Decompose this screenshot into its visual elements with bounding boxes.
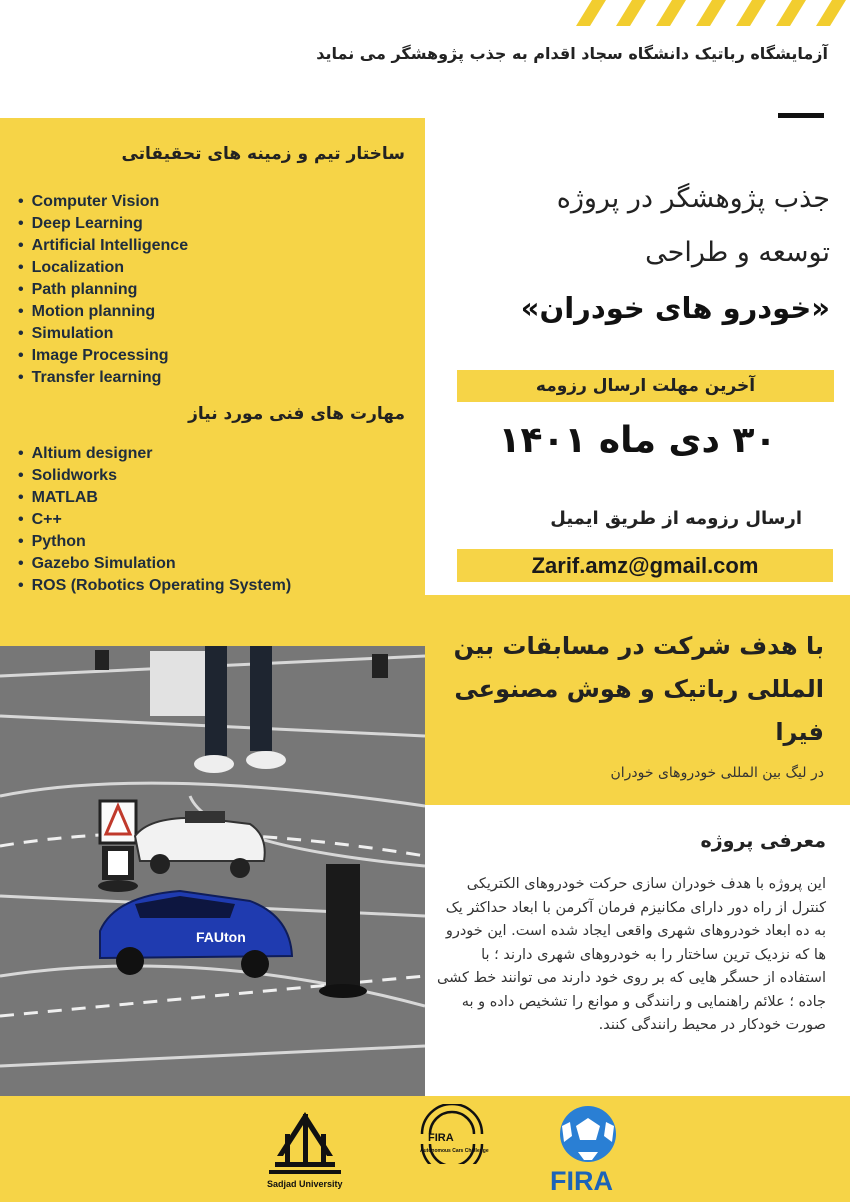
list-item: • Path planning	[18, 279, 188, 301]
skills-title: مهارت های فنی مورد نیاز	[188, 404, 405, 424]
list-item: • Altium designer	[18, 443, 291, 465]
list-item: • Solidworks	[18, 465, 291, 487]
deadline-label: آخرین مهلت ارسال رزومه	[457, 370, 834, 402]
header-text: آزمایشگاه رباتیک دانشگاه سجاد اقدام به جذب پژوهشگر می نماید	[316, 44, 828, 63]
skills-panel	[0, 118, 425, 646]
list-item: • Image Processing	[18, 345, 188, 367]
title-line-1: جذب پژوهشگر در پروژه	[556, 183, 830, 214]
fira-logo	[548, 1104, 628, 1199]
project-title	[440, 172, 830, 336]
list-item: • Localization	[18, 257, 188, 279]
sadjad-logo	[265, 1104, 345, 1194]
fira-label: FIRA	[550, 1166, 613, 1196]
fira-challenge-sub: Autonomous Cars Challenge	[420, 1148, 489, 1154]
car-label: FAUton	[196, 929, 246, 945]
email-link[interactable]: Zarif.amz@gmail.com	[457, 549, 833, 582]
deadline-date: ۳۰ دی ماه ۱۴۰۱	[498, 420, 777, 461]
list-item: • MATLAB	[18, 487, 291, 509]
list-item: • Computer Vision	[18, 191, 188, 213]
skills-list	[18, 443, 291, 597]
goal-subtitle: در لیگ بین المللی خودروهای خودران	[610, 765, 824, 781]
list-item: • C++	[18, 509, 291, 531]
track-photo	[0, 646, 425, 1096]
footer	[0, 1096, 850, 1202]
hatch-stripes	[570, 0, 850, 26]
research-list	[18, 191, 188, 389]
goal-panel	[425, 595, 850, 805]
intro-body: این پروژه با هدف خودران سازی حرکت خودروهای الکتریکی کنترل از راه دور دارای مکانیزم فرمان آکرمن با ابعاد حداکثر یک به ده ابعاد خودروهای شهری واقعی ایجاد شده است. این خودرو ها که نزدیک ترین ساختار را به خودروهای شهری دارند ؛ با استفاده از حسگر هایی که بر روی خود دارند می توانند خط کشی جاده ؛ علائم راهنمایی و رانندگی و موانع را تشخیص داده و به صورت خودکار در محیط رانندگی کنند.	[437, 876, 826, 1033]
list-item: • Python	[18, 531, 291, 553]
title-line-2: توسعه و طراحی	[645, 237, 830, 268]
intro-title: معرفی پروژه	[700, 830, 826, 852]
fira-challenge-logo	[412, 1104, 492, 1194]
goal-title: با هدف شرکت در مسابقات بین المللی رباتیک و هوش مصنوعی فیرا	[453, 632, 824, 746]
list-item: • Motion planning	[18, 301, 188, 323]
list-item: • Artificial Intelligence	[18, 235, 188, 257]
list-item: • Transfer learning	[18, 367, 188, 389]
research-title: ساختار تیم و زمینه های تحقیقاتی	[121, 144, 405, 164]
list-item: • ROS (Robotics Operating System)	[18, 575, 291, 597]
divider-dash	[778, 113, 824, 118]
title-line-3: «خودرو های خودران»	[520, 291, 830, 325]
list-item: • Deep Learning	[18, 213, 188, 235]
send-label: ارسال رزومه از طریق ایمیل	[550, 508, 802, 529]
list-item: • Simulation	[18, 323, 188, 345]
list-item: • Gazebo Simulation	[18, 553, 291, 575]
fira-challenge-title: FIRA	[428, 1132, 454, 1144]
sadjad-label: Sadjad University	[267, 1179, 343, 1189]
